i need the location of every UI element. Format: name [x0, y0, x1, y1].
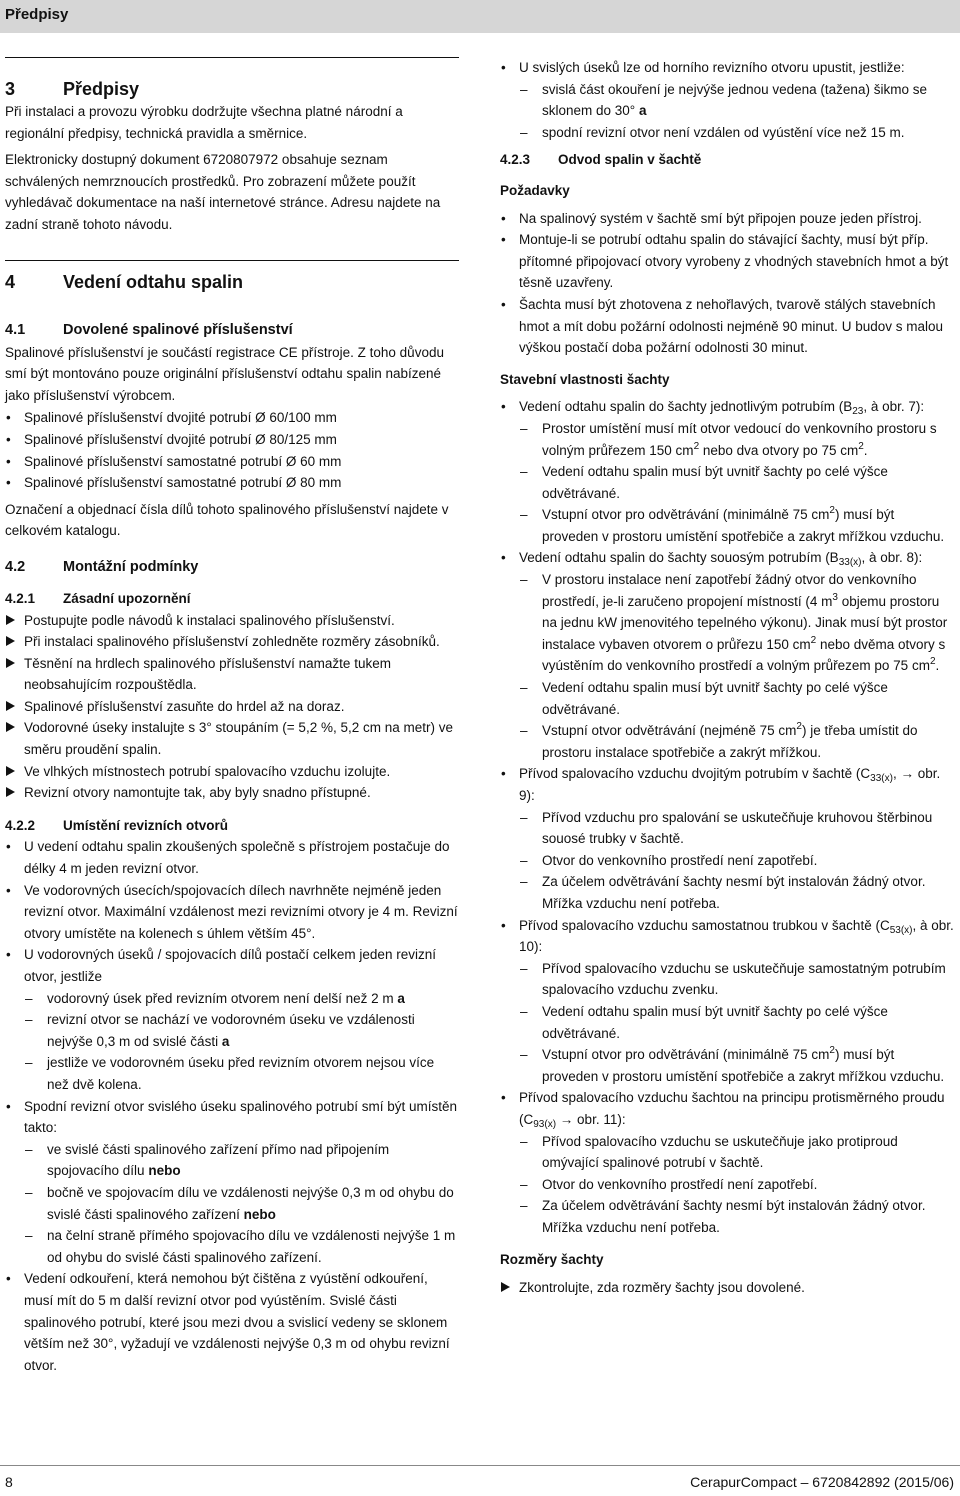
list-item: • Na spalinový systém v šachtě smí být připojen pouze jeden přístroj. [500, 208, 954, 230]
list-item: • U vedení odtahu spalin zkoušených společně s přístrojem postačuje do délky 4 m jeden revizní otvor. [5, 836, 459, 879]
sub-item: – ve svislé části spalinového zařízení přímo nad připojením spojovacího dílu nebo [5, 1139, 459, 1182]
left-column [5, 57, 459, 1376]
sub-item: – Za účelem odvětrávání šachty nesmí být instalován žádný otvor. Mřížka vzduchu není potřeba. [500, 1195, 954, 1238]
list-item: • Přívod spalovacího vzduchu šachtou na principu protisměrného proudu ($C_{93(x)}$ → obr. 11): – Přívod spalovacího vzduchu se uskutečňuje jako protiproud omývající spalinové potrubí v šachtě. – Otvor do venkovního prostředí není zapotřebí. – Za účelem odvětrávání šachty nesmí být instalován žádný otvor. Mřížka vzduchu není potřeba. [500, 1087, 954, 1238]
heading-4-2-2: 4.2.2 Umístění revizních otvorů [5, 817, 229, 833]
instruction-item: Revizní otvory namontujte tak, aby byly snadno přístupné. [5, 782, 459, 804]
sub-item: – Otvor do venkovního prostředí není zapotřebí. [500, 850, 954, 872]
sub-item: – Otvor do venkovního prostředí není zapotřebí. [500, 1174, 954, 1196]
list-item: • Montuje-li se potrubí odtahu spalin do stávající šachty, musí být příp. přítomné připojovací otvory vyrobeny z vhodných stavebních hmot a být těsně uzavřeny. [500, 229, 954, 294]
heading-4: 4 Vedení odtahu spalin [5, 271, 244, 292]
dimensions-list [500, 1277, 954, 1299]
revision-list [5, 836, 459, 1376]
section-header-bar [0, 0, 960, 33]
sub-item: – Vedení odtahu spalin musí být uvnitř šachty po celé výšce odvětrávané. [500, 461, 954, 504]
sub-item: – svislá část okouření je nejvýše jednou vedena (tažena) šikmo se sklonem do 30° a [500, 79, 954, 122]
sub-item: – revizní otvor se nachází ve vodorovném úseku ve vzdálenosti nejvýše 0,3 m od svislé části a [5, 1009, 459, 1052]
sub-item: – spodní revizní otvor není vzdálen od vyústění více než 15 m. [500, 122, 954, 144]
list-item: • Spalinové příslušenství samostatné potrubí Ø 80 mm [5, 472, 459, 494]
list-item: • Přívod spalovacího vzduchu samostatnou trubkou v šachtě ($C_{53(x)}$, à obr. 10): – Přívod spalovacího vzduchu se uskutečňuje samostatným potrubím spalovacího vzduchu zvenku. – Vedení odtahu spalin musí být uvnitř šachty po celé výšce odvětrávané. – Vstupní otvor pro odvětrávání (minimálně 75 $cm^2$) musí být proveden v prostoru umístění spotřebiče a zakryt mřížkou vzduchu. [500, 915, 954, 1088]
instruction-item: Při instalaci spalinového příslušenství zohledněte rozměry zásobníků. [5, 631, 459, 653]
heading-3: 3 Předpisy [5, 79, 140, 99]
instruction-item: Ve vlhkých místnostech potrubí spalovacího vzduchu izolujte. [5, 761, 459, 783]
sub-item: – Vedení odtahu spalin musí být uvnitř šachty po celé výšce odvětrávané. [500, 677, 954, 720]
paragraph: Označení a objednací čísla dílů tohoto spalinového příslušenství najdete v celkovém katalogu. [5, 501, 449, 539]
instruction-item: Zkontrolujte, zda rozměry šachty jsou dovolené. [500, 1277, 954, 1299]
list-item: • Spalinové příslušenství dvojité potrubí Ø 60/100 mm [5, 407, 459, 429]
page-number: 8 [5, 1474, 13, 1490]
sub-item: – Za účelem odvětrávání šachty nesmí být instalován žádný otvor. Mřížka vzduchu není potřeba. [500, 871, 954, 914]
list-item: • U svislých úseků lze od horního revizního otvoru upustit, jestliže: – svislá část okouření je nejvýše jednou vedena (tažena) šikmo se sklonem do 30° a – spodní revizní otvor není vzdálen od vyústění více než 15 m. [500, 57, 954, 143]
section-rule [5, 57, 459, 58]
list-item: • Vedení odkouření, která nemohou být čištěna z vyústění odkouření, musí mít do 5 m další revizní otvor pod vyústěním. Svislé části spalinového potrubí, které jsou mezi dvou a svislicí vedeny se sklonem větším než 30°, vyžadují ve vzdálenosti nejvýše 0,3 m od ohybu revizní otvor. [5, 1268, 459, 1376]
shaft-properties-list [500, 396, 954, 1238]
list-item: • Spodní revizní otvor svislého úseku spalinového potrubí smí být umístěn takto: – ve svislé části spalinového zařízení přímo nad připojením spojovacího dílu nebo – bočně ve spojovacím dílu ve vzdálenosti nejvýše 0,3 m od ohybu do svislé části spalinového zařízení nebo – na čelní straně přímého spojovacího dílu ve vzdálenosti nejvýše 1 m od ohybu do svislé části spalinového zařízení. [5, 1096, 459, 1269]
accessory-list [5, 407, 459, 493]
list-item: • Vedení odtahu spalin do šachty jednotlivým potrubím ($B_{23}$, à obr. 7): – Prostor umístění musí mít otvor vedoucí do venkovního prostoru s volným průřezem 150 $cm^2$ nebo dva otvory po 75 $cm^2$. – Vedení odtahu spalin musí být uvnitř šachty po celé výšce odvětrávané. – Vstupní otvor pro odvětrávání (minimálně 75 $cm^2$) musí být proveden v prostoru umístění spotřebiče a zakryt mřížkou vzduchu. [500, 396, 954, 547]
sub-item: – Přívod vzduchu pro spalování se uskutečňuje kruhovou štěrbinou souosé trubky v šachtě. [500, 807, 954, 850]
requirements-heading: Požadavky [500, 182, 570, 198]
sub-item: – Přívod spalovacího vzduchu se uskutečňuje samostatným potrubím spalovacího vzduchu zvenku. [500, 958, 954, 1001]
sub-item: – V prostoru instalace není zapotřebí žádný otvor do venkovního prostředí, je-li zaručeno propojení místností (4 $m^3$ objemu prostoru na jednu kW jmenovitého tepelného výkonu). Jinak musí být prostor instalace vybaven otvorem o průřezu 150 $cm^2$ nebo dvěma otvory s vyústěním do venkovního prostředí a volným průřezem po 75 $cm^2$. [500, 569, 954, 677]
document-id: CerapurCompact – 6720842892 (2015/06) [690, 1474, 954, 1490]
sub-item: – na čelní straně přímého spojovacího dílu ve vzdálenosti nejvýše 1 m od ohybu do svislé části spalinového zařízení. [5, 1225, 459, 1268]
sub-item: – bočně ve spojovacím dílu ve vzdálenosti nejvýše 0,3 m od ohybu do svislé části spalinového zařízení nebo [5, 1182, 459, 1225]
list-item: • Vedení odtahu spalin do šachty souosým potrubím ($B_{33(x)}$, à obr. 8): – V prostoru instalace není zapotřebí žádný otvor do venkovního prostředí, je-li zaručeno propojení místností (4 $m^3$ objemu prostoru na jednu kW jmenovitého tepelného výkonu). Jinak musí být prostor instalace vybaven otvorem o průřezu 150 $cm^2$ nebo dvěma otvory s vyústěním do venkovního prostředí a volným průřezem po 75 $cm^2$. – Vedení odtahu spalin musí být uvnitř šachty po celé výšce odvětrávané. – Vstupní otvor odvětrávání (nejméně 75 $cm^2$) je třeba umístit do prostoru instalace spotřebiče a zakrýt mřížkou. [500, 547, 954, 763]
instruction-list [5, 610, 459, 804]
sub-item: – vodorovný úsek před revizním otvorem není delší než 2 m a [5, 988, 459, 1010]
list-item: • Přívod spalovacího vzduchu dvojitým potrubím v šachtě ($C_{33(x)}$, → obr. 9): – Přívod vzduchu pro spalování se uskutečňuje kruhovou štěrbinou souosé trubky v šachtě. – Otvor do venkovního prostředí není zapotřebí. – Za účelem odvětrávání šachty nesmí být instalován žádný otvor. Mřížka vzduchu není potřeba. [500, 763, 954, 914]
instruction-item: Postupujte podle návodů k instalaci spalinového příslušenství. [5, 610, 459, 632]
heading-4-2-1: 4.2.1 Zásadní upozornění [5, 590, 191, 606]
paragraph: Elektronicky dostupný dokument 6720807972 obsahuje seznam schválených nemrznoucích prostředků. Pro zobrazení můžete použít vyhledávač dokumentace na naší internetové stránce. Adresu najdete na zadní straně tohoto návodu. [5, 152, 441, 232]
section-rule [5, 260, 459, 261]
sub-item: – Vstupní otvor odvětrávání (nejméně 75 $cm^2$) je třeba umístit do prostoru instalace spotřebiče a zakrýt mřížkou. [500, 720, 954, 763]
requirements-list [500, 208, 954, 359]
sub-item: – Vstupní otvor pro odvětrávání (minimálně 75 $cm^2$) musí být proveden v prostoru umístění spotřebiče a zakryt mřížkou vzduchu. [500, 504, 954, 547]
sub-item: – Prostor umístění musí mít otvor vedoucí do venkovního prostoru s volným průřezem 150 $cm^2$ nebo dva otvory po 75 $cm^2$. [500, 418, 954, 461]
sub-item: – Vedení odtahu spalin musí být uvnitř šachty po celé výšce odvětrávané. [500, 1001, 954, 1044]
right-column [500, 57, 954, 1299]
instruction-item: Těsnění na hrdlech spalinového příslušenství namažte tukem neobsahujícím rozpouštědla. [5, 653, 459, 696]
paragraph: Spalinové příslušenství je součástí registrace CE přístroje. Z toho důvodu smí být montováno pouze originální příslušenství odtahu spalin nabízené jako příslušenství výrobcem. [5, 344, 444, 403]
heading-4-2-3: 4.2.3 Odvod spalin v šachtě [500, 152, 702, 168]
sub-item: – Přívod spalovacího vzduchu se uskutečňuje jako protiproud omývající spalinové potrubí v šachtě. [500, 1131, 954, 1174]
heading-4-1: 4.1 Dovolené spalinové příslušenství [5, 321, 293, 338]
section-header-title: Předpisy [5, 6, 69, 23]
sub-item: – Vstupní otvor pro odvětrávání (minimálně 75 $cm^2$) musí být proveden v prostoru umístění spotřebiče a zakryt mřížkou vzduchu. [500, 1044, 954, 1087]
heading-4-2: 4.2 Montážní podmínky [5, 558, 199, 575]
building-properties-heading: Stavební vlastnosti šachty [500, 371, 670, 387]
list-item: • Ve vodorovných úsecích/spojovacích dílech navrhněte nejméně jeden revizní otvor. Maximální vzdálenost mezi revizními otvory je 4 m. Revizní otvory umístěte na kolenech s úhlem větším 45°. [5, 880, 459, 945]
list-item: • Šachta musí být zhotovena z nehořlavých, tvarově stálých stavebních hmot a mít dobu požární odolnosti nejméně 90 minut. U budov s malou výškou postačí doba požární odolnosti 30 minut. [500, 294, 954, 359]
footer-rule [0, 1465, 960, 1466]
instruction-item: Spalinové příslušenství zasuňte do hrdel až na doraz. [5, 696, 459, 718]
instruction-item: Vodorovné úseky instalujte s 3° stoupáním (= 5,2 %, 5,2 cm na metr) ve směru proudění spalin. [5, 717, 459, 760]
paragraph: Při instalaci a provozu výrobku dodržujte všechna platné národní a regionální předpisy, technická pravidla a směrnice. [5, 104, 403, 141]
sub-item: – jestliže ve vodorovném úseku před revizním otvorem nejsou více než dvě kolena. [5, 1052, 459, 1095]
list-item: • U vodorovných úseků / spojovacích dílů postačí celkem jeden revizní otvor, jestliže – vodorovný úsek před revizním otvorem není delší než 2 m a – revizní otvor se nachází ve vodorovném úseku ve vzdálenosti nejvýše 0,3 m od svislé části a – jestliže ve vodorovném úseku před revizním otvorem nejsou více než dvě kolena. [5, 944, 459, 1095]
shaft-dimensions-heading: Rozměry šachty [500, 1252, 604, 1268]
list-item: • Spalinové příslušenství samostatné potrubí Ø 60 mm [5, 451, 459, 473]
list-item: • Spalinové příslušenství dvojité potrubí Ø 80/125 mm [5, 429, 459, 451]
vertical-section-list [500, 57, 954, 143]
